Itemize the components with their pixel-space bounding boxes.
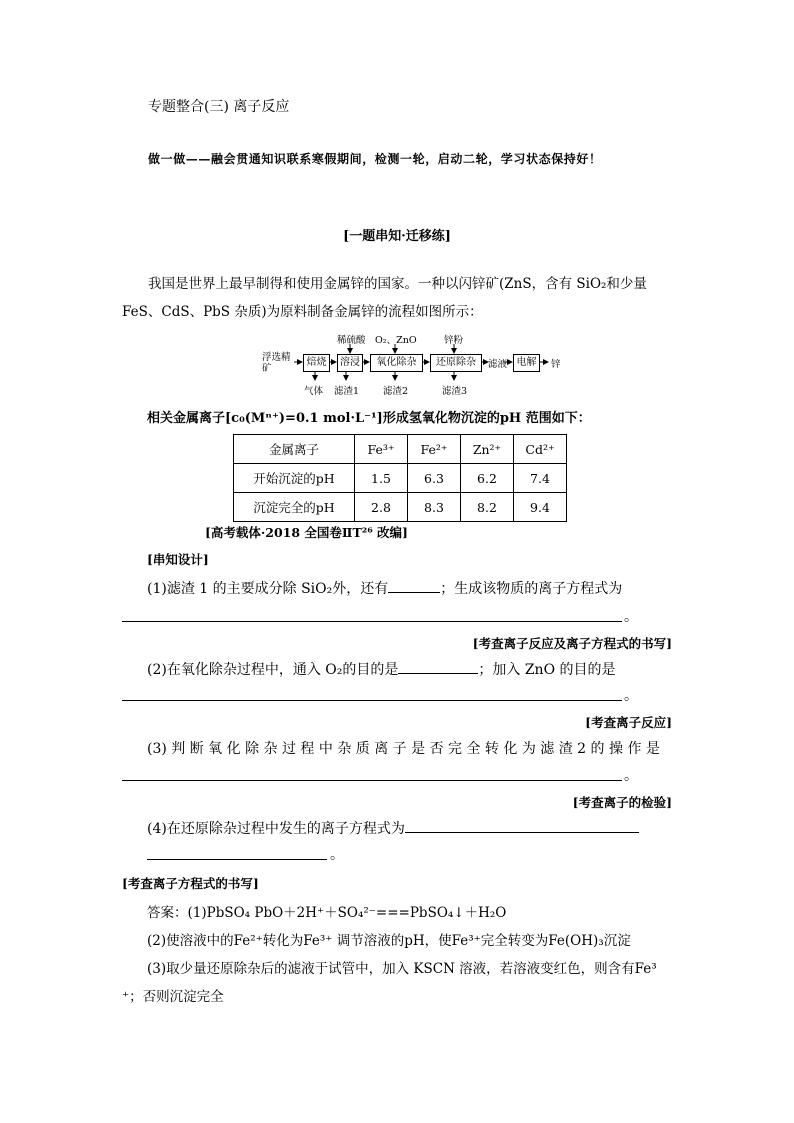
period: 。 — [624, 609, 638, 625]
answer-blank[interactable] — [405, 818, 639, 833]
flow-node-roast: 焙烧 — [303, 354, 330, 372]
question-3-text: (3) 判 断 氧 化 除 杂 过 程 中 杂 质 离 子 是 否 完 全 转 化 为 滤 渣 2 的 操 作 是 — [147, 741, 660, 757]
period: 。 — [624, 768, 638, 784]
question-2-text-a: (2)在氧化除杂过程中，通入 O₂的目的是 — [147, 662, 399, 678]
answer-blank-line[interactable] — [122, 780, 622, 781]
table-cell: 9.4 — [514, 493, 567, 522]
question-2-tag: [考查离子反应] — [585, 715, 672, 730]
page-title: 专题整合(三) 离子反应 — [148, 99, 290, 115]
question-3 — [147, 738, 660, 758]
table-row — [234, 464, 567, 493]
table-row-label: 沉淀完全的pH — [234, 493, 355, 522]
flow-start-label: 浮选精矿 — [262, 352, 291, 374]
source-note: [高考载体·2018 全国卷ⅡT²⁶ 改编] — [205, 525, 408, 540]
output-residue-2: 滤渣2 — [383, 386, 409, 397]
table-intro: 相关金属离子[c₀(Mⁿ⁺)=0.1 mol·L⁻¹]形成氢氧化物沉淀的pH 范围如下： — [147, 411, 591, 426]
period: 。 — [330, 847, 344, 863]
table-cell: 2.8 — [355, 493, 408, 522]
answer-3-line-1: (3)取少量还原除杂后的滤液于试管中，加入 KSCN 溶液，若溶液变红色，则含有Fe³ — [147, 961, 657, 977]
question-1-text-a: (1)滤渣 1 的主要成分除 SiO₂外，还有 — [147, 581, 389, 597]
motto-text: 做一做——融会贯通知识联系寒假期间，检测一轮，启动二轮，学习状态保持好！ — [148, 152, 602, 166]
period: 。 — [624, 688, 638, 704]
table-cell: 8.2 — [461, 493, 514, 522]
intro-paragraph: 我国是世界上最早制得和使用金属锌的国家。一种以闪锌矿(ZnS，含有 SiO₂和少量FeS、CdS、PbS 杂质)为原料制备金属锌的流程如图所示： — [122, 276, 647, 320]
flow-node-reduction: 还原除杂 — [430, 354, 482, 372]
flow-product-label: 锌 — [551, 359, 561, 370]
ph-table — [233, 434, 567, 522]
question-2-text-b: ；加入 ZnO 的目的是 — [478, 662, 616, 678]
table-cell: 8.3 — [408, 493, 461, 522]
question-4 — [147, 818, 639, 838]
question-2 — [147, 659, 616, 679]
table-header-cell: Fe²⁺ — [408, 435, 461, 464]
flow-node-oxidation: 氧化除杂 — [370, 354, 423, 372]
answer-blank[interactable] — [388, 578, 440, 593]
table-header-row — [234, 435, 567, 464]
question-3-tag: [考查离子的检验] — [572, 795, 672, 810]
design-label: [串知设计] — [147, 552, 209, 567]
table-header-cell: Cd²⁺ — [514, 435, 567, 464]
flow-node-electrolysis: 电解 — [513, 354, 540, 372]
table-header-cell: 金属离子 — [234, 435, 355, 464]
question-1-tag: [考查离子反应及离子方程式的书写] — [472, 636, 672, 651]
reagent-sulfuric-acid: 稀硫酸 — [337, 335, 366, 346]
table-cell: 6.3 — [408, 464, 461, 493]
answer-blank-line[interactable] — [122, 621, 622, 622]
answer-3-line-2: ⁺；否则沉淀完全 — [122, 989, 224, 1005]
answer-blank-line[interactable] — [147, 859, 327, 860]
question-1 — [147, 578, 622, 598]
answer-blank-line[interactable] — [122, 700, 622, 701]
reagent-zinc-powder: 锌粉 — [444, 335, 464, 346]
reagent-o2-zno: O₂、ZnO — [375, 335, 417, 346]
table-cell: 7.4 — [514, 464, 567, 493]
question-1-text-b: ；生成该物质的离子方程式为 — [440, 581, 623, 597]
answer-2: (2)使溶液中的Fe²⁺转化为Fe³⁺ 调节溶液的pH，使Fe³⁺完全转变为Fe(OH)₃沉淀 — [147, 933, 631, 949]
section-title: [一题串知·迁移练] — [343, 229, 451, 244]
answer-1: 答案：(1)PbSO₄ PbO＋2H⁺＋SO₄²⁻===PbSO₄↓＋H₂O — [147, 905, 507, 921]
output-gas: 气体 — [304, 386, 324, 397]
table-cell: 6.2 — [461, 464, 514, 493]
flow-filtrate-label: 滤液 — [488, 359, 508, 370]
process-flow-diagram — [258, 330, 588, 400]
question-4-tag: [考查离子方程式的书写] — [122, 876, 259, 891]
table-row-label: 开始沉淀的pH — [234, 464, 355, 493]
table-header-cell: Zn²⁺ — [461, 435, 514, 464]
table-cell: 1.5 — [355, 464, 408, 493]
output-residue-3: 滤渣3 — [442, 386, 468, 397]
flow-node-leach: 溶浸 — [337, 354, 363, 372]
table-row — [234, 493, 567, 522]
answer-blank[interactable] — [398, 659, 478, 674]
table-header-cell: Fe³⁺ — [355, 435, 408, 464]
question-4-text: (4)在还原除杂过程中发生的离子方程式为 — [147, 821, 405, 837]
output-residue-1: 滤渣1 — [334, 386, 360, 397]
